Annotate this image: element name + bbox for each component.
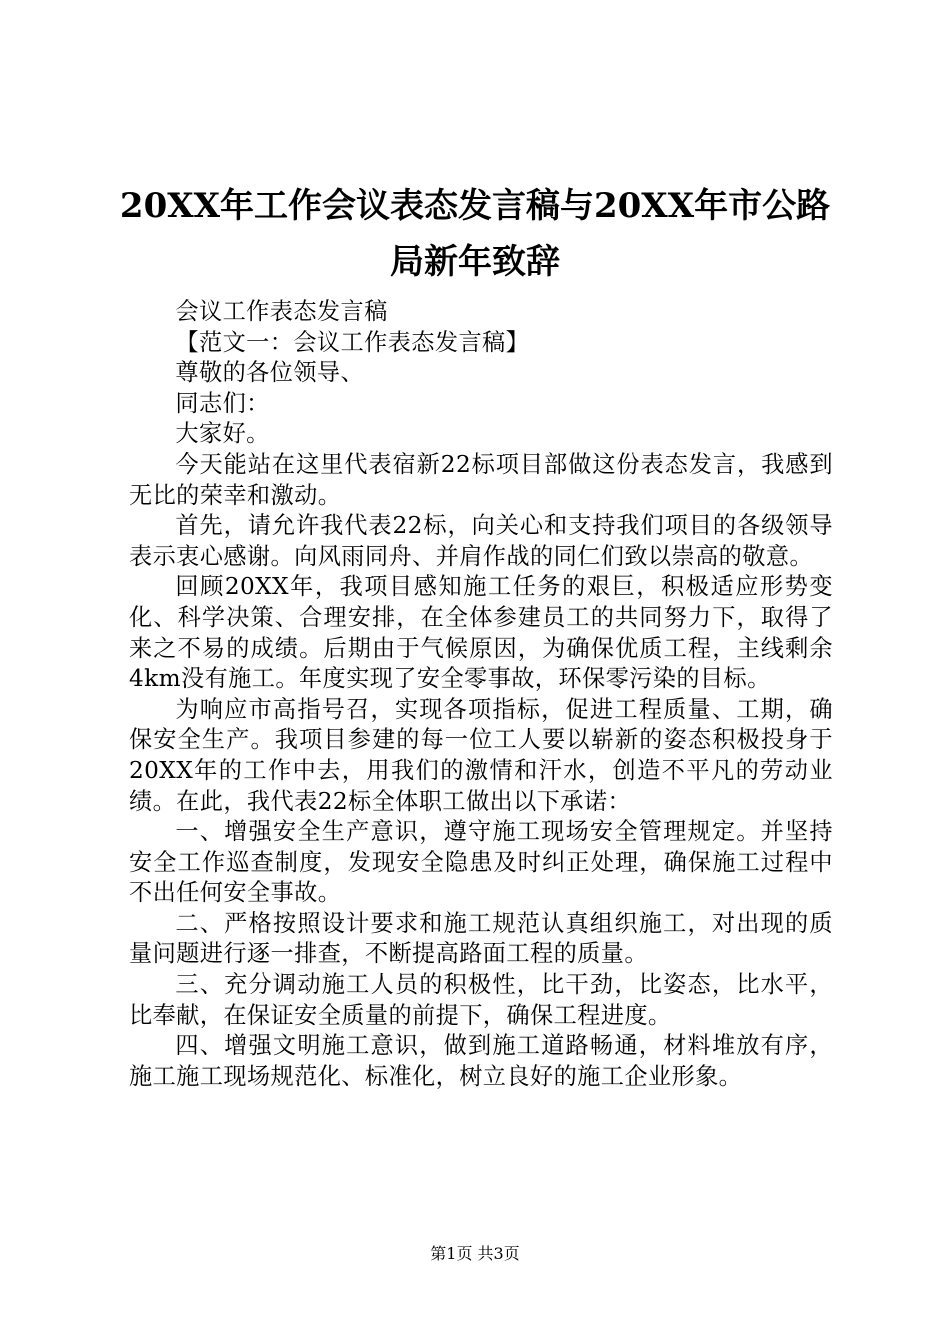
paragraph-thanks: 首先，请允许我代表22标，向关心和支持我们项目的各级领导表示衷心感谢。向风雨同舟、并肩作战的同仁们致以崇高的敬意。 [129,512,833,570]
paragraph-review: 回顾20XX年，我项目感知施工任务的艰巨，积极适应形势变化、科学决策、合理安排，在全体参建员工的共同努力下，取得了来之不易的成绩。后期由于气候原因，为确保优质工程，主线剩余4km没有施工。年度实现了安全零事故，环保零污染的目标。 [129,573,833,693]
document-body [129,297,833,1092]
paragraph-salutation-1: 尊敬的各位领导、 [175,359,365,387]
paragraph-commitment-2: 二、严格按照设计要求和施工规范认真组织施工，对出现的质量问题进行逐一排查，不断提高路面工程的质量。 [129,909,833,968]
document-title: 20XX年工作会议表态发言稿与20XX年市公路局新年致辞 [119,186,831,282]
paragraph-commitment-3: 三、充分调动施工人员的积极性，比干劲，比姿态，比水平，比奉献，在保证安全质量的前提下，确保工程进度。 [129,971,833,1029]
paragraph-commitment-intro: 为响应市高指号召，实现各项指标，促进工程质量、工期，确保安全生产。我项目参建的每一位工人要以崭新的姿态积极投身于20XX年的工作中去，用我们的激情和汗水，创造不平凡的劳动业绩。在此，我代表22标全体职工做出以下承诺： [129,695,833,815]
paragraph-commitment-1: 一、增强安全生产意识，遵守施工现场安全管理规定。并坚持安全工作巡查制度，发现安全隐患及时纠正处理，确保施工过程中不出任何安全事故。 [129,818,833,907]
page-footer: 第1页 共3页 [430,1244,520,1263]
paragraph-heading: 会议工作表态发言稿 [175,298,388,325]
paragraph-intro: 今天能站在这里代表宿新22标项目部做这份表态发言，我感到无比的荣幸和激动。 [129,450,833,509]
paragraph-sample-title: 【范文一：会议工作表态发言稿】 [175,328,530,356]
paragraph-salutation-2: 同志们： [175,389,270,417]
paragraph-greeting: 大家好。 [175,420,270,448]
paragraph-commitment-4: 四、增强文明施工意识，做到施工道路畅通，材料堆放有序，施工施工现场规范化、标准化，树立良好的施工企业形象。 [129,1032,833,1090]
